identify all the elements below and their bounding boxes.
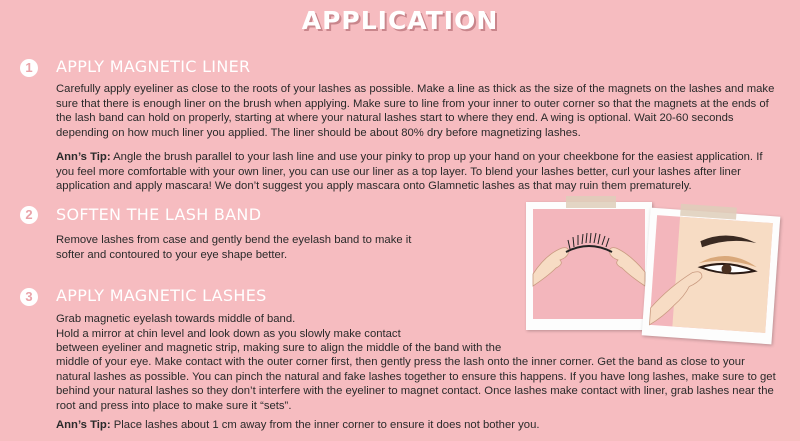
eye-lash-illustration <box>642 208 781 345</box>
page-title: APPLICATION <box>301 6 499 35</box>
body-line: between eyeliner and magnetic strip, making sure to align the middle of the band with the <box>56 342 502 354</box>
step-heading-1: APPLY MAGNETIC LINER <box>56 57 251 76</box>
body-line: Remove lashes from case and gently bend the eyelash band to make it <box>56 234 412 246</box>
step-body-2 <box>56 233 486 262</box>
hands-lash-illustration <box>526 202 652 330</box>
step-number-1: 1 <box>20 59 38 77</box>
tip-text: Angle the brush parallel to your lash line and use your pinky to prop up your hand on your cheekbone for the easiest application. If you feel more comfortable with your own liner, you can use our liner as a top layer. To blend your lashes better, curl your lashes after liner application and apply mascara! We don’t suggest you apply mascara onto Glamnetic lashes as that may ruin them prematurely. <box>56 151 763 192</box>
applying-lash-to-eye-photo <box>642 208 781 345</box>
hands-holding-lash-photo <box>526 202 652 330</box>
tip-label: Ann’s Tip: <box>56 151 111 163</box>
step-tip-1 <box>56 150 778 194</box>
step-body-1: Carefully apply eyeliner as close to the roots of your lashes as possible. Make a line as thick as the size of the magnets on the lashes and make sure that there is enough liner on the brush when applying. Make sure to line from your inner to outer corner so that the magnets at the ends of the lash band can hold on properly, starting at where your natural lashes start to where they end. A wing is optional. Wait 20-60 seconds depending on how much liner you applied. The liner should be about 80% dry before magnetizing lashes. <box>56 83 775 139</box>
body-line: Grab magnetic eyelash towards middle of band. <box>56 313 296 325</box>
step-number-3: 3 <box>20 288 38 306</box>
step-number-2: 2 <box>20 206 38 224</box>
step-body-3-lines <box>56 312 526 356</box>
step-body-3-rest: middle of your eye. Make contact with the outer corner first, then gently press the lash onto the inner corner. Get the band as close to your natural lashes as possible. You can pinch the natural and fake lashes together to ensure this happens. If you have long lashes, make sure to get behind your natural lashes so they don’t interfere with the eyeliner to magnet contact. Once lashes make contact with liner, grab lashes near the root and press into place to make sure it “sets”. <box>56 356 776 412</box>
tip-label: Ann’s Tip: <box>56 419 111 431</box>
body-line: Hold a mirror at chin level and look down as you slowly make contact <box>56 327 401 340</box>
step-heading-3: APPLY MAGNETIC LASHES <box>56 286 267 305</box>
body-line: softer and contoured to your eye shape better. <box>56 248 288 261</box>
tape <box>566 196 616 208</box>
tip-text: Place lashes about 1 cm away from the inner corner to ensure it does not bother you. <box>113 419 540 431</box>
step-heading-2: SOFTEN THE LASH BAND <box>56 205 262 224</box>
step-tip-3 <box>56 418 778 433</box>
